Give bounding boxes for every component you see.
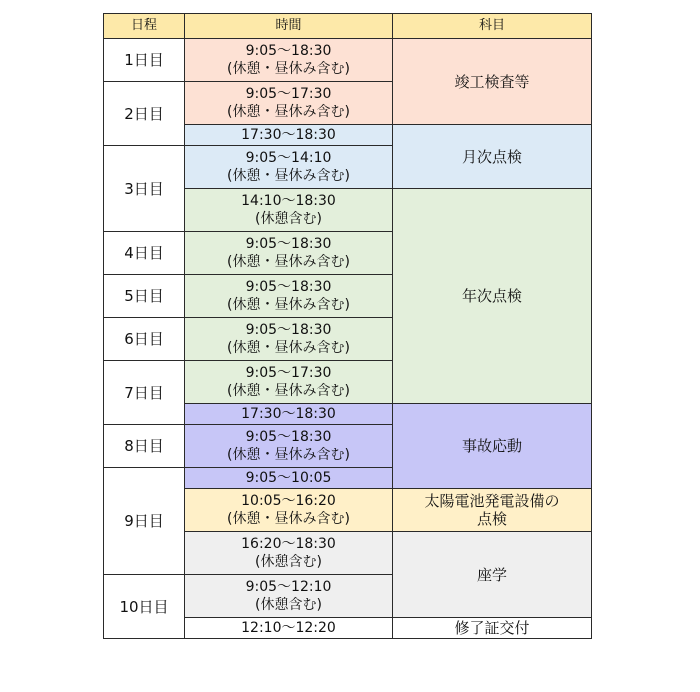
time-cell	[185, 532, 393, 575]
subject-cell: 事故応動	[393, 404, 592, 489]
day-cell: 5日目	[104, 275, 185, 318]
time-range: 12:10〜12:20	[241, 620, 336, 636]
time-range: 9:05〜12:10	[245, 579, 332, 595]
time-range: 17:30〜18:30	[241, 127, 336, 143]
subject-cell: 月次点検	[393, 125, 592, 189]
header-time: 時間	[185, 14, 393, 39]
time-range: 9:05〜18:30	[245, 236, 332, 252]
header-row	[104, 14, 592, 39]
schedule-table	[103, 13, 592, 639]
time-range: 9:05〜18:30	[245, 43, 332, 59]
time-range: 10:05〜16:20	[241, 493, 336, 509]
time-range: 9:05〜18:30	[245, 279, 332, 295]
day-cell: 3日目	[104, 146, 185, 232]
day-cell: 8日目	[104, 425, 185, 468]
time-range: 17:30〜18:30	[241, 406, 336, 422]
time-range: 9:05〜14:10	[245, 150, 332, 166]
time-note: (休憩含む)	[255, 211, 322, 227]
time-note: (休憩含む)	[255, 554, 322, 570]
time-range: 9:05〜18:30	[245, 322, 332, 338]
time-cell	[185, 146, 393, 189]
time-cell	[185, 82, 393, 125]
time-note: (休憩・昼休み含む)	[227, 297, 350, 313]
subject-cell: 座学	[393, 532, 592, 618]
time-note: (休憩・昼休み含む)	[227, 254, 350, 270]
time-range: 9:05〜17:30	[245, 86, 332, 102]
time-range: 16:20〜18:30	[241, 536, 336, 552]
subject-cell	[393, 489, 592, 532]
time-cell	[185, 361, 393, 404]
time-cell	[185, 318, 393, 361]
time-range: 9:05〜18:30	[245, 429, 332, 445]
time-cell	[185, 618, 393, 639]
time-note: (休憩・昼休み含む)	[227, 168, 350, 184]
time-note: (休憩・昼休み含む)	[227, 61, 350, 77]
day-cell: 7日目	[104, 361, 185, 425]
time-cell	[185, 275, 393, 318]
time-cell	[185, 489, 393, 532]
time-note: (休憩・昼休み含む)	[227, 340, 350, 356]
time-note: (休憩・昼休み含む)	[227, 511, 350, 527]
time-range: 9:05〜17:30	[245, 365, 332, 381]
header-subject: 科目	[393, 14, 592, 39]
day-cell: 1日目	[104, 39, 185, 82]
day-cell: 2日目	[104, 82, 185, 146]
subject-line-1: 太陽電池発電設備の	[424, 492, 560, 510]
time-cell	[185, 468, 393, 489]
day-cell: 9日目	[104, 468, 185, 575]
time-note: (休憩・昼休み含む)	[227, 104, 350, 120]
time-cell	[185, 575, 393, 618]
time-cell	[185, 125, 393, 146]
time-cell	[185, 232, 393, 275]
day-cell: 4日目	[104, 232, 185, 275]
time-cell	[185, 425, 393, 468]
subject-cell: 年次点検	[393, 189, 592, 404]
time-range: 14:10〜18:30	[241, 193, 336, 209]
subject-line-2: 点検	[476, 510, 507, 528]
time-note: (休憩・昼休み含む)	[227, 383, 350, 399]
time-note: (休憩・昼休み含む)	[227, 447, 350, 463]
table-row	[104, 39, 592, 82]
subject-cell: 竣工検査等	[393, 39, 592, 125]
subject-cell: 修了証交付	[393, 618, 592, 639]
time-range: 9:05〜10:05	[245, 470, 332, 486]
day-cell: 6日目	[104, 318, 185, 361]
day-cell: 10日目	[104, 575, 185, 639]
time-cell	[185, 39, 393, 82]
time-cell	[185, 404, 393, 425]
time-cell	[185, 189, 393, 232]
header-day: 日程	[104, 14, 185, 39]
time-note: (休憩含む)	[255, 597, 322, 613]
